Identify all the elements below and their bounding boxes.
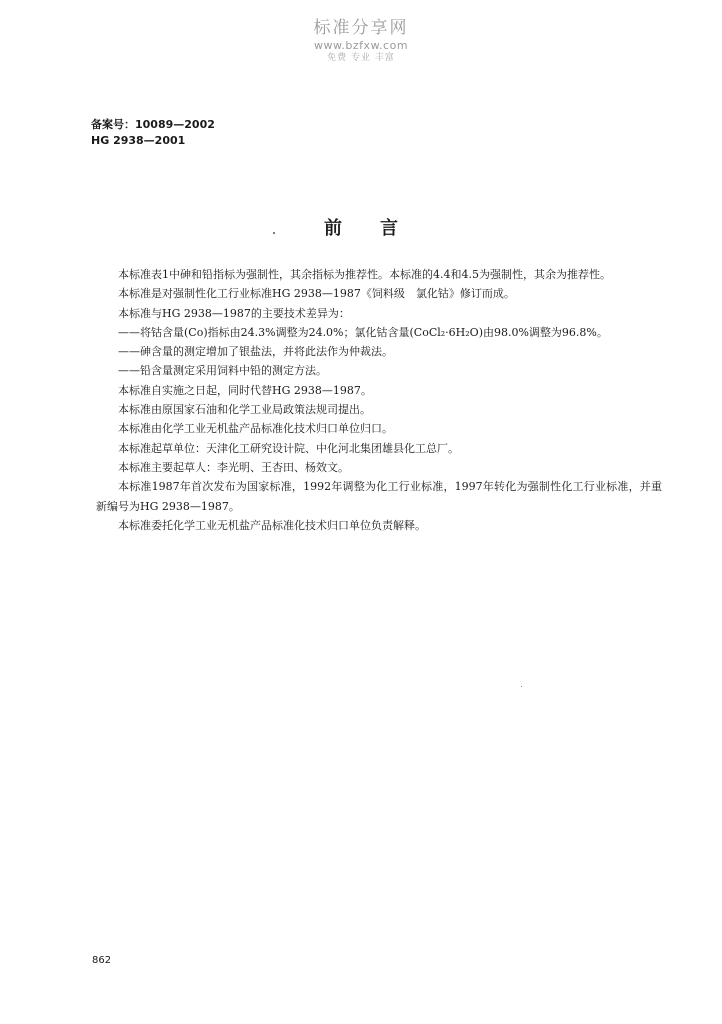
paragraph: 本标准起草单位：天津化工研究设计院、中化河北集团雄县化工总厂。	[118, 441, 459, 455]
paragraph: 本标准委托化学工业无机盐产品标准化技术归口单位负责解释。	[118, 518, 426, 532]
paragraph: 本标准表1中砷和铅指标为强制性，其余指标为推荐性。本标准的4.4和4.5为强制性，其余为推荐性。	[118, 268, 611, 281]
watermark-slogan: 免费 专业 丰富	[327, 53, 395, 63]
paragraph: 本标准由原国家石油和化学工业局政策法规司提出。	[118, 403, 371, 417]
paragraph: ——将钴含量(Co)指标由24.3%调整为24.0%；氯化钴含量(CoCl₂·6H₂O)由98.0%调整为96.8%。	[118, 325, 608, 339]
watermark-title: 标准分享网	[313, 18, 409, 38]
page-number: 862	[92, 955, 112, 966]
paragraph: ——砷含量的测定增加了银盐法，并将此法作为仲裁法。	[118, 345, 393, 359]
document-header	[91, 117, 215, 149]
paragraph: 本标准与HG 2938—1987的主要技术差异为：	[118, 306, 350, 320]
record-number: 备案号：10089—2002	[91, 118, 215, 131]
foreword-body	[96, 265, 662, 535]
paragraph: 本标准主要起草人：李光明、王杏田、杨效文。	[118, 460, 349, 474]
standard-code: HG 2938—2001	[91, 134, 186, 147]
paragraph: 本标准是对强制性化工行业标准HG 2938—1987《饲料级 氯化钴》修订而成。	[118, 287, 515, 301]
page-title: 前言	[324, 218, 436, 239]
paragraph: 本标准1987年首次发布为国家标准，1992年调整为化工行业标准，1997年转化为强制性化工行业标准，并重新编号为HG 2938—1987。	[96, 480, 662, 513]
paragraph: ——铅含量测定采用饲料中铅的测定方法。	[118, 364, 327, 378]
watermark-url: www.bzfxw.com	[313, 39, 409, 52]
paragraph: 本标准由化学工业无机盐产品标准化技术归口单位归口。	[118, 422, 393, 436]
paragraph: 本标准自实施之日起，同时代替HG 2938—1987。	[118, 383, 372, 397]
scan-speck	[521, 686, 522, 687]
watermark	[0, 20, 722, 63]
